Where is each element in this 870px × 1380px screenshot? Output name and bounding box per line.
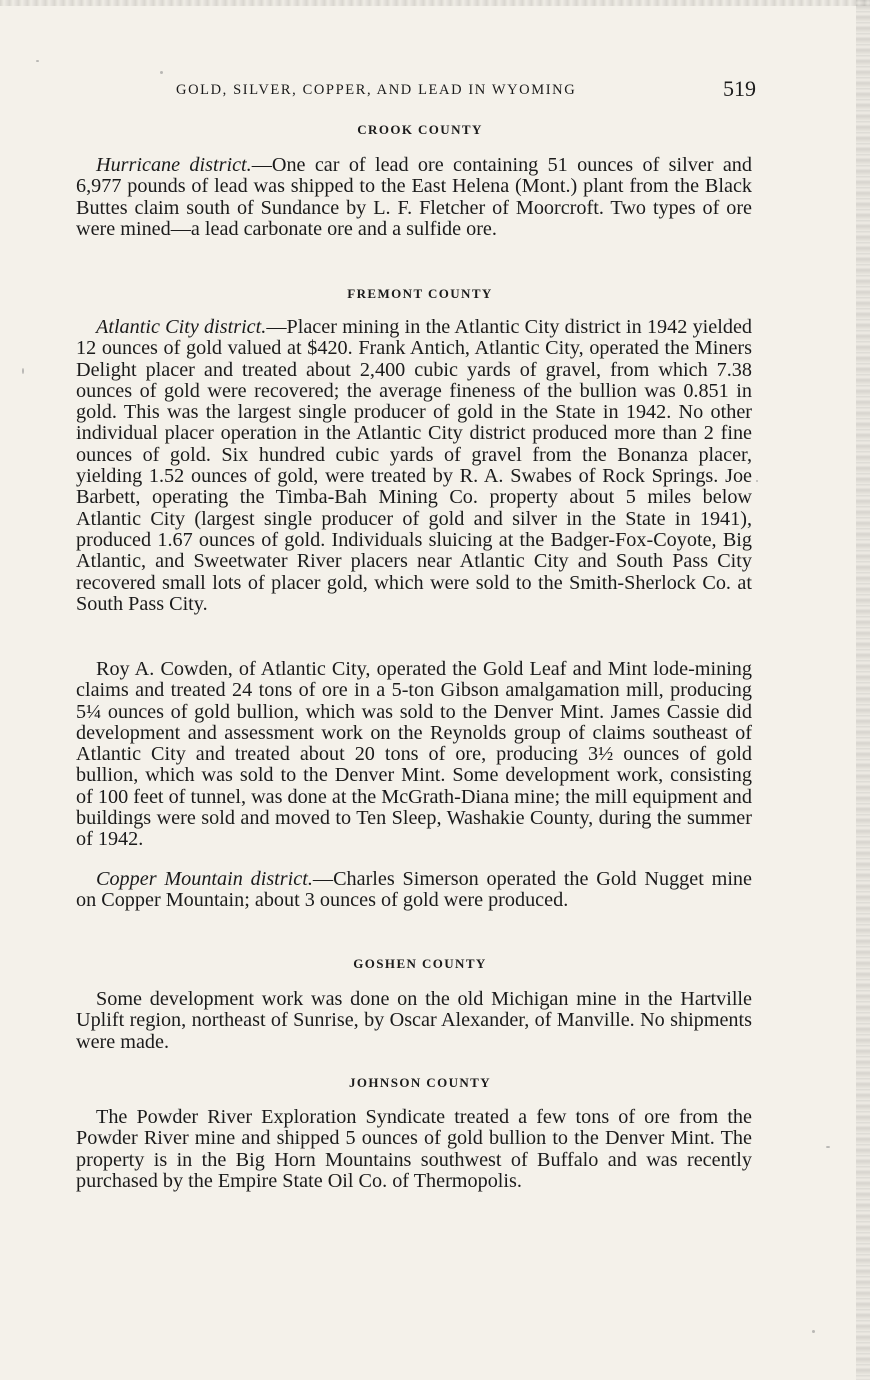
page-number: 519 <box>723 76 756 101</box>
running-title: GOLD, SILVER, COPPER, AND LEAD IN WYOMING <box>176 82 577 98</box>
scan-speck <box>36 60 39 62</box>
scan-speck <box>756 480 758 482</box>
district-name: Copper Mountain district. <box>96 868 313 890</box>
heading-crook-county: CROOK COUNTY <box>357 122 483 137</box>
district-name: Hurricane district. <box>96 154 252 176</box>
heading-goshen-county: GOSHEN COUNTY <box>353 956 487 971</box>
district-name: Atlantic City district. <box>96 316 267 338</box>
scan-right-edge <box>856 0 870 1380</box>
scan-top-edge <box>0 0 870 6</box>
scan-speck <box>812 1330 815 1333</box>
paragraph-michigan-mine: Some development work was done on the old Michigan mine in the Hartville Uplift region, northeast of Sunrise, by Oscar Alexander, of Manville. No shipments were made. <box>76 988 752 1053</box>
heading-fremont-county: FREMONT COUNTY <box>347 286 493 301</box>
scan-speck <box>826 1146 830 1148</box>
scan-speck <box>160 71 163 74</box>
scan-speck <box>22 368 24 374</box>
paragraph-gold-leaf-mint: Roy A. Cowden, of Atlantic City, operated the Gold Leaf and Mint lode-mining claims and treated 24 tons of ore in a 5-ton Gibson amalgamation mill, producing 5¼ ounces of gold bullion, which was sold to the Denver Mint. James Cassie did development and assessment work on the Reynolds group of claims southeast of Atlantic City and treated about 20 tons of ore, producing 3½ ounces of gold bullion, which was sold to the Denver Mint. Some development work, consisting of 100 feet of tunnel, was done at the McGrath-Diana mine; the mill equipment and buildings were sold and moved to Ten Sleep, Washakie County, during the summer of 1942. <box>76 658 752 851</box>
paragraph-atlantic-city-district: Atlantic City district.—Placer mining in the Atlantic City district in 1942 yielded 12 ounces of gold valued at $420. Frank Antich, Atlantic City, operated the Miners Delight placer and treated about 2,400 cubic yards of gravel, from which 7.38 ounces of gold were recovered; the average fineness of the bullion was 0.851 in gold. This was the largest single producer of gold in the State in 1942. No other individual placer operation in the Atlantic City district produced more than 2 fine ounces of gold. Six hundred cubic yards of gravel from the Bonanza placer, yielding 1.52 ounces of gold, were treated by R. A. Swabes of Rock Springs. Joe Barbett, operating the Timba-Bah Mining Co. property about 5 miles below Atlantic City (largest single producer of gold and silver in the State in 1941), produced 1.67 ounces of gold. Individuals sluicing at the Badger-Fox-Coyote, Big Atlantic, and Sweetwater River placers near Atlantic City and South Pass City recovered small lots of placer gold, which were sold to the Smith-Sherlock Co. at South Pass City. <box>76 316 752 615</box>
paragraph-hurricane-district: Hurricane district.—One car of lead ore containing 51 ounces of silver and 6,977 pounds of lead was shipped to the East Helena (Mont.) plant from the Black Buttes claim south of Sundance by L. F. Fletcher of Moorcroft. Two types of ore were mined—a lead carbonate ore and a sulfide ore. <box>76 154 752 240</box>
heading-johnson-county: JOHNSON COUNTY <box>348 1075 492 1090</box>
paragraph-powder-river: The Powder River Exploration Syndicate treated a few tons of ore from the Powder River mine and shipped 5 ounces of gold bullion to the Denver Mint. The property is in the Big Horn Mountains southwest of Buffalo and was recently purchased by the Empire State Oil Co. of Thermopolis. <box>76 1106 752 1192</box>
paragraph-copper-mountain-district: Copper Mountain district.—Charles Simerson operated the Gold Nugget mine on Copper Mountain; about 3 ounces of gold were produced. <box>76 868 752 912</box>
